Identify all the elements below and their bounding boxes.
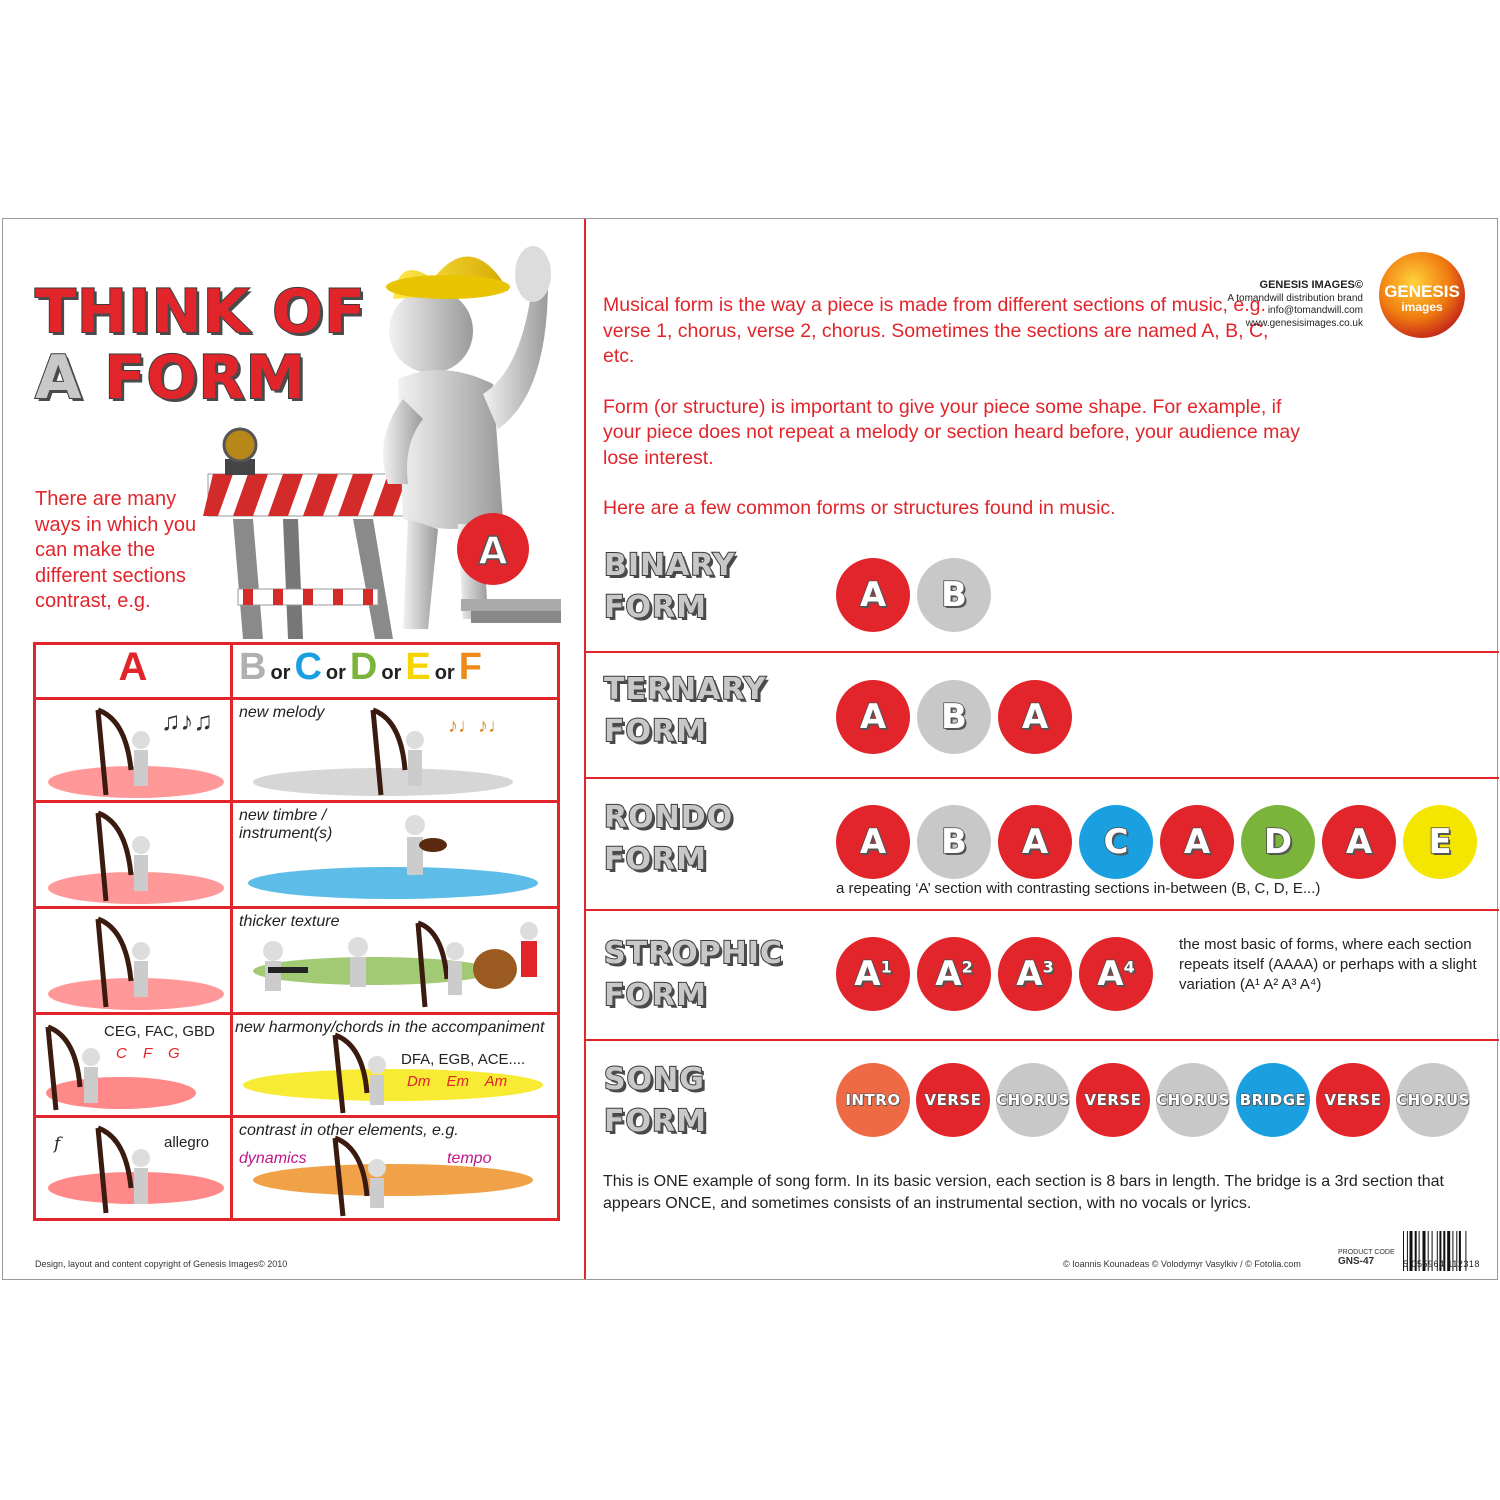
figure-badge-letter: A (478, 529, 508, 573)
intro-paragraph-3: Here are a few common forms or structures found in music. (603, 497, 1116, 519)
section-label: A (1345, 822, 1373, 862)
harp-red-illustration (36, 909, 230, 1012)
contrast-table (33, 642, 560, 1221)
table-cell-a-texture (35, 908, 232, 1014)
harp-red-illustration (36, 1118, 230, 1218)
title-line-2: A FORM (35, 343, 307, 413)
section-label: $A^1$ (854, 954, 892, 994)
harp-red-illustration (36, 803, 230, 906)
table-cell-a-harmony: CEG, FAC, GBD C F G (35, 1014, 232, 1117)
section-label: INTRO (845, 1091, 901, 1109)
intro-paragraph-2: Form (or structure) is important to give your piece some shape. For example, if your piece does not repeat a melody or section heard before, your audience may lose interest. (603, 395, 1301, 469)
form-row-ternary (586, 653, 1499, 779)
section-label: CHORUS (996, 1091, 1070, 1109)
svg-text:♫♪♫: ♫♪♫ (161, 706, 213, 736)
section-label: A (1021, 697, 1049, 737)
section-label: A (1183, 822, 1211, 862)
section-label: D (1263, 822, 1293, 862)
section-label: VERSE (1084, 1091, 1142, 1109)
section-circle (836, 1063, 910, 1137)
form-desc-rondo: a repeating ‘A’ section with contrasting sections in-between (B, C, D, E...) (836, 880, 1321, 897)
section-circle (836, 680, 910, 754)
section-variation-number: 2 (961, 957, 973, 977)
section-label: C (1103, 822, 1129, 862)
svg-text:images: images (1401, 300, 1443, 314)
form-sections-strophic (836, 937, 1153, 1011)
section-circle (917, 805, 991, 879)
section-circle (836, 558, 910, 632)
title-line-1: THINK OF (35, 277, 367, 347)
section-label: B (941, 697, 967, 737)
section-label: A (1021, 822, 1049, 862)
brand-info: GENESIS IMAGES© A tomandwill distribution brand info@tomandwill.com www.genesisimages.co.uk (1227, 279, 1363, 329)
image-credits: © Ioannis Kounadeas © Volodymyr Vasylkiv / © Fotolia.com (1063, 1259, 1301, 1269)
section-label: CHORUS (1156, 1091, 1230, 1109)
form-name-song: SONG FORM (604, 1062, 707, 1139)
table-cell-new-harmony: new harmony/chords in the accompaniment DFA, EGB, ACE.... Dm Em Am (232, 1014, 559, 1117)
construction-figure-illustration (203, 219, 573, 644)
section-circle (836, 805, 910, 879)
product-code: PRODUCT CODE GNS-47 (1338, 1249, 1395, 1267)
section-label: A (859, 697, 887, 737)
form-sections-rondo (836, 805, 1477, 879)
section-variation-number: 1 (880, 957, 892, 977)
violin-player-illustration (233, 803, 551, 906)
intro-right-text (603, 293, 1303, 547)
section-label: CHORUS (1396, 1091, 1470, 1109)
section-circle (917, 680, 991, 754)
section-circle (1322, 805, 1396, 879)
section-circle (1241, 805, 1315, 879)
section-circle (998, 805, 1072, 879)
section-circle (996, 1063, 1070, 1137)
table-cell-a-melody (35, 699, 232, 802)
table-cell-a-other: f allegro (35, 1117, 232, 1220)
form-name-binary: BINARY FORM (604, 548, 736, 625)
form-name-ternary: TERNARY FORM (604, 672, 767, 749)
section-label: VERSE (924, 1091, 982, 1109)
intro-paragraph-1: Musical form is the way a piece is made from different sections of music, e.g. verse 1, chorus, verse 2, chorus. Sometimes the sections are named A, B, C, etc. (603, 294, 1269, 367)
form-name-rondo: RONDO FORM (604, 800, 734, 877)
band-illustration (233, 909, 551, 1012)
svg-text:GENESIS: GENESIS (1384, 282, 1460, 301)
poster (2, 218, 1498, 1280)
form-row-strophic (586, 911, 1499, 1041)
section-circle (917, 937, 991, 1011)
svg-text:♪♩♪♩: ♪♩♪♩ (448, 715, 508, 737)
table-header-b-to-f: B or C or D or E or F (232, 644, 559, 699)
form-row-rondo (586, 779, 1499, 911)
section-label: VERSE (1324, 1091, 1382, 1109)
section-variation-number: 3 (1042, 957, 1054, 977)
section-circle (916, 1063, 990, 1137)
form-sections-binary (836, 558, 991, 632)
form-name-strophic: STROPHIC FORM (604, 936, 783, 1013)
section-circle (1079, 937, 1153, 1011)
form-sections-ternary (836, 680, 1072, 754)
table-cell-thicker-texture: thicker texture (232, 908, 559, 1014)
section-label: E (1428, 822, 1452, 862)
section-circle (998, 937, 1072, 1011)
section-label: BRIDGE (1239, 1091, 1307, 1109)
form-row-binary (586, 527, 1499, 653)
section-circle (836, 937, 910, 1011)
table-cell-a-timbre (35, 802, 232, 908)
section-circle (1396, 1063, 1470, 1137)
section-label: B (941, 822, 967, 862)
section-label: $A^4$ (1097, 954, 1135, 994)
section-label: A (859, 822, 887, 862)
copyright-left: Design, layout and content copyright of Genesis Images© 2010 (35, 1259, 288, 1269)
harp-grey-illustration (233, 700, 551, 800)
section-circle (1403, 805, 1477, 879)
section-circle (1079, 805, 1153, 879)
table-header-a: A (35, 644, 232, 699)
section-variation-number: 4 (1123, 957, 1135, 977)
section-circle (1076, 1063, 1150, 1137)
harp-orange-illustration (233, 1118, 551, 1218)
genesis-logo (1378, 251, 1466, 339)
section-circle (1316, 1063, 1390, 1137)
table-cell-new-timbre: new timbre / instrument(s) (232, 802, 559, 908)
song-form-note: This is ONE example of song form. In its basic version, each section is 8 bars in length. The bridge is a 3rd section that appears ONCE, and sometimes consists of an instrumental section, with no vocals or lyrics. (603, 1173, 1444, 1212)
intro-left-text: There are many ways in which you can make the different sections contrast, e.g. (35, 488, 197, 612)
form-row-song (586, 1041, 1499, 1165)
section-circle (998, 680, 1072, 754)
section-label: B (941, 575, 967, 615)
form-desc-strophic: the most basic of forms, where each section repeats itself (AAAA) or perhaps with a slight variation (A¹ A² A³ A⁴) (1179, 936, 1477, 993)
barcode-number: 5 055964 112318 (1403, 1259, 1480, 1269)
section-label: $A^2$ (935, 954, 973, 994)
section-circle (917, 558, 991, 632)
table-cell-other-elements: contrast in other elements, e.g. dynamics tempo (232, 1117, 559, 1220)
table-cell-new-melody: new melody ♪♩♪♩ (232, 699, 559, 802)
section-circle (1236, 1063, 1310, 1137)
section-circle (1160, 805, 1234, 879)
section-circle (1156, 1063, 1230, 1137)
harp-red-illustration (36, 700, 230, 800)
section-label: A (859, 575, 887, 615)
section-label: $A^3$ (1016, 954, 1054, 994)
form-sections-song (836, 1063, 1470, 1137)
